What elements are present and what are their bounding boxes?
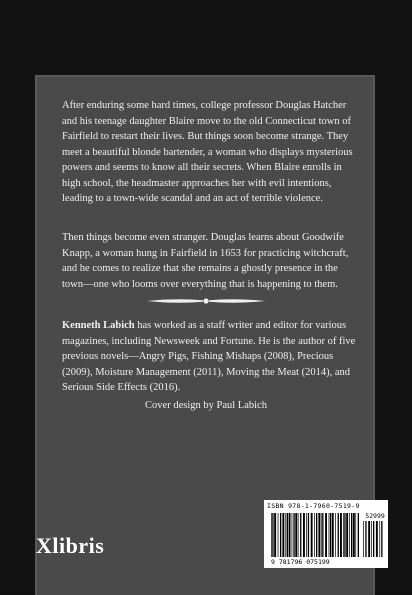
barcode-bar [355,513,356,557]
barcode-bar [346,513,348,557]
author-bio-text: has worked as a staff writer and editor for various magazines, including Newsweek and Fortune. He is the author of five previous novels—Angry Pigs, Fishing Mishaps (2008), Precious (2009), Moisture Management (2011), Moving the Meat (2014), and Serious Side Effects (2016). [62,320,356,393]
barcode-bar [322,513,323,557]
barcode-bar [318,513,320,557]
barcode-bar [363,521,364,557]
barcode-bar [340,513,342,557]
barcode-bar [332,513,334,557]
synopsis-paragraph-1: After enduring some hard times, college professor Douglas Hatcher and his teenage daughter Blaire move to the old Connecticut town of Fairfield to restart their lives. But things soon become strange. They meet a beautiful blonde bartender, a woman who displays mysterious powers and seems to know all their secrets. When Blaire enrolls in high school, the headmaster approaches her with evil intentions, leading to a town-wide scandal and an act of terrible violence. [62,100,353,204]
barcode-bar [308,513,309,557]
barcode-bar [381,521,382,557]
barcode-bar [272,513,273,557]
barcode-bar [295,513,297,557]
barcode-bar [298,513,299,557]
barcode-bar [379,521,380,557]
price-code: 52999 [365,512,385,520]
publisher-logo: Xlibris [36,533,105,558]
barcode-bar [329,513,330,557]
barcode-bar [289,513,291,557]
divider-ornament [145,294,267,308]
author-bio [62,318,358,396]
barcode-bar [271,513,272,557]
barcode-bar [300,513,301,557]
barcode-bar [351,513,352,557]
barcode-bar [292,513,293,557]
barcode-bar [311,513,313,557]
barcode-bar [344,513,345,557]
synopsis-paragraph-2: Then things become even stranger. Douglas learns about Goodwife Knapp, a woman hung in Fairfield in 1653 for practicing witchcraft, and he comes to realize that she remains a ghostly presence in the town—one who looms over everything that is happening to them. [62,232,349,290]
barcode-bar [365,521,366,557]
barcode-bar [353,513,355,557]
barcode-bar [303,513,305,557]
barcode-bars [267,511,385,566]
barcode-bar [349,513,350,557]
barcode-bar [343,513,344,557]
barcode-bar [282,513,284,557]
barcode-bar [321,513,322,557]
isbn-label: ISBN 978-1-7960-7519-9 [267,502,360,510]
barcode-bar [358,513,359,557]
barcode-bar [274,513,276,557]
barcode-bar [371,521,372,557]
author-name: Kenneth Labich [62,320,135,331]
barcode-bar [330,513,331,557]
isbn-barcode [264,500,388,568]
barcode-bar [338,513,339,557]
barcode-bar [314,513,315,557]
barcode-bar [316,513,317,557]
barcode-bar [376,521,378,557]
barcode-bar [335,513,336,557]
barcode-bar [325,513,327,557]
cover-design-credit: Cover design by Paul Labich [145,400,267,411]
barcode-bar [306,513,307,557]
barcode-bar [368,521,370,557]
barcode-bar [278,513,279,557]
barcode-bar [287,513,288,557]
barcode-bar [285,513,286,557]
barcode-bar [280,513,281,557]
ean-digits: 9 781796 075199 [271,558,330,566]
barcode-bar [293,513,294,557]
barcode-bar [373,521,374,557]
